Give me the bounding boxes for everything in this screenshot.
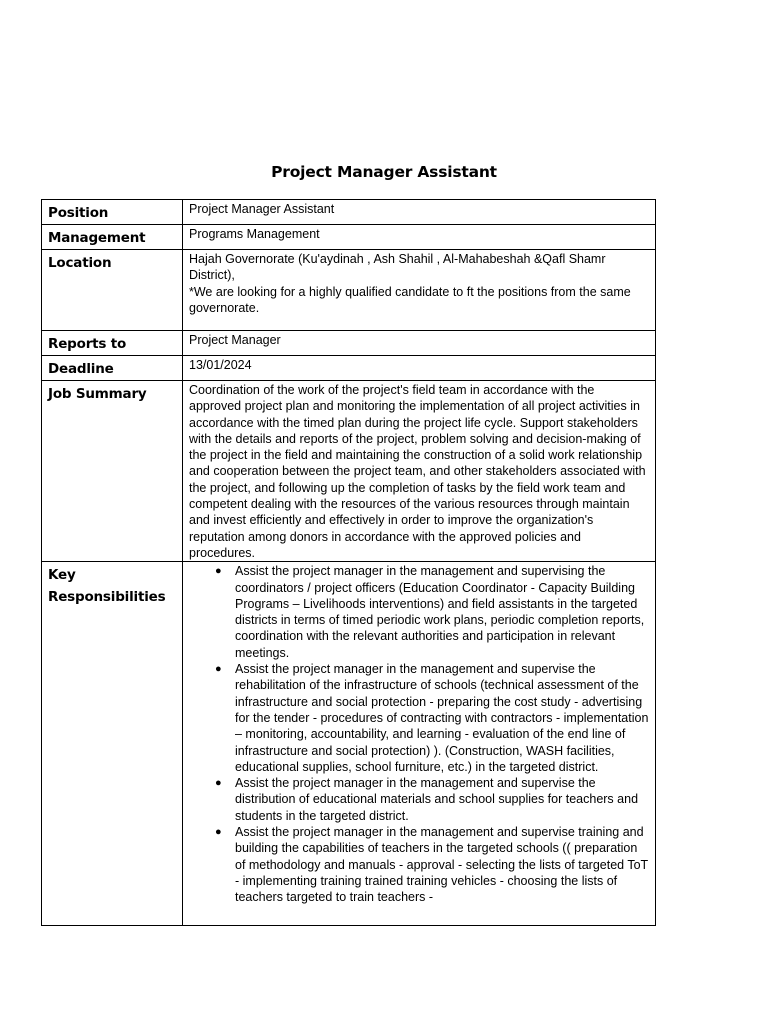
location-label: Location — [42, 250, 183, 331]
responsibility-text: Assist the project manager in the management and supervising the coordinators / project officers (Education Coordinator - Capacity Building Programs – Livelihoods interventions) and field assistants in the targeted districts in terms of timed periodic work plans, periodic completion reports, coordination with the relevant authorities and participation in relevant meetings. — [235, 564, 645, 660]
deadline-label: Deadline — [42, 356, 183, 381]
bullet-icon: ● — [215, 826, 222, 839]
key-responsibilities-label-line1: Key — [48, 567, 76, 584]
responsibility-text: Assist the project manager in the management and supervise the rehabilitation of the infrastructure of schools (technical assessment of the infrastructure and social protection - preparing the cost study - advertising for the tender - procedures of contracting with contractors - implementation – monitoring, accountability, and learning - evaluation of the end line of infrastructure and social protection) ). (Construction, WASH facilities, educational supplies, school furniture, etc.) in the targeted district. — [235, 662, 649, 774]
responsibility-item — [215, 661, 649, 775]
reports-to-value: Project Manager — [183, 331, 656, 356]
responsibilities-list — [189, 563, 649, 905]
responsibility-text: Assist the project manager in the management and supervise the distribution of educational materials and school supplies for teachers and students in the targeted district. — [235, 776, 639, 823]
location-note: *We are looking for a highly qualified candidate to ft the positions from the same governorate. — [189, 284, 631, 315]
key-responsibilities-value — [183, 562, 656, 926]
row-position — [42, 200, 656, 225]
job-description-table — [41, 199, 656, 926]
responsibilities-container — [189, 563, 649, 925]
row-location — [42, 250, 656, 331]
location-districts: Hajah Governorate (Ku'aydinah , Ash Shahil , Al-Mahabeshah &Qafl Shamr District), — [189, 252, 606, 283]
document-title: Project Manager Assistant — [271, 163, 497, 181]
job-summary-label: Job Summary — [42, 381, 183, 562]
deadline-value: 13/01/2024 — [183, 356, 656, 381]
row-job-summary — [42, 381, 656, 562]
responsibility-item — [215, 563, 649, 661]
location-value — [183, 250, 656, 331]
key-responsibilities-label-line2: Responsibilities — [48, 589, 166, 606]
position-label: Position — [42, 200, 183, 225]
responsibility-item — [215, 775, 649, 824]
bullet-icon: ● — [215, 663, 222, 676]
row-deadline — [42, 356, 656, 381]
management-label: Management — [42, 225, 183, 250]
reports-to-label: Reports to — [42, 331, 183, 356]
responsibility-text: Assist the project manager in the management and supervise training and building the capabilities of teachers in the targeted schools (( preparation of methodology and manuals - approval - selecting the lists of targeted ToT - implementing training trained training vehicles - choosing the lists of teachers targeted to train teachers - — [235, 825, 648, 905]
management-value: Programs Management — [183, 225, 656, 250]
key-responsibilities-label — [42, 562, 183, 926]
row-key-responsibilities — [42, 562, 656, 926]
row-management — [42, 225, 656, 250]
row-reports-to — [42, 331, 656, 356]
bullet-icon: ● — [215, 777, 222, 790]
job-summary-value: Coordination of the work of the project's field team in accordance with the approved project plan and monitoring the implementation of all project activities in accordance with the timed plan during the project life cycle. Support stakeholders with the details and reports of the project, problem solving and decision-making of the project in the field and maintaining the construction of a solid work relationship and cooperation between the project team, and other stakeholders associated with the project, and following up the completion of tasks by the field work team and competent dealing with the resources of the various resources through maintain and invest efficiently and effectively in order to improve the organization's reputation among donors in accordance with the approved policies and procedures. — [183, 381, 656, 562]
bullet-icon: ● — [215, 565, 222, 578]
responsibility-item — [215, 824, 649, 905]
position-value: Project Manager Assistant — [183, 200, 656, 225]
